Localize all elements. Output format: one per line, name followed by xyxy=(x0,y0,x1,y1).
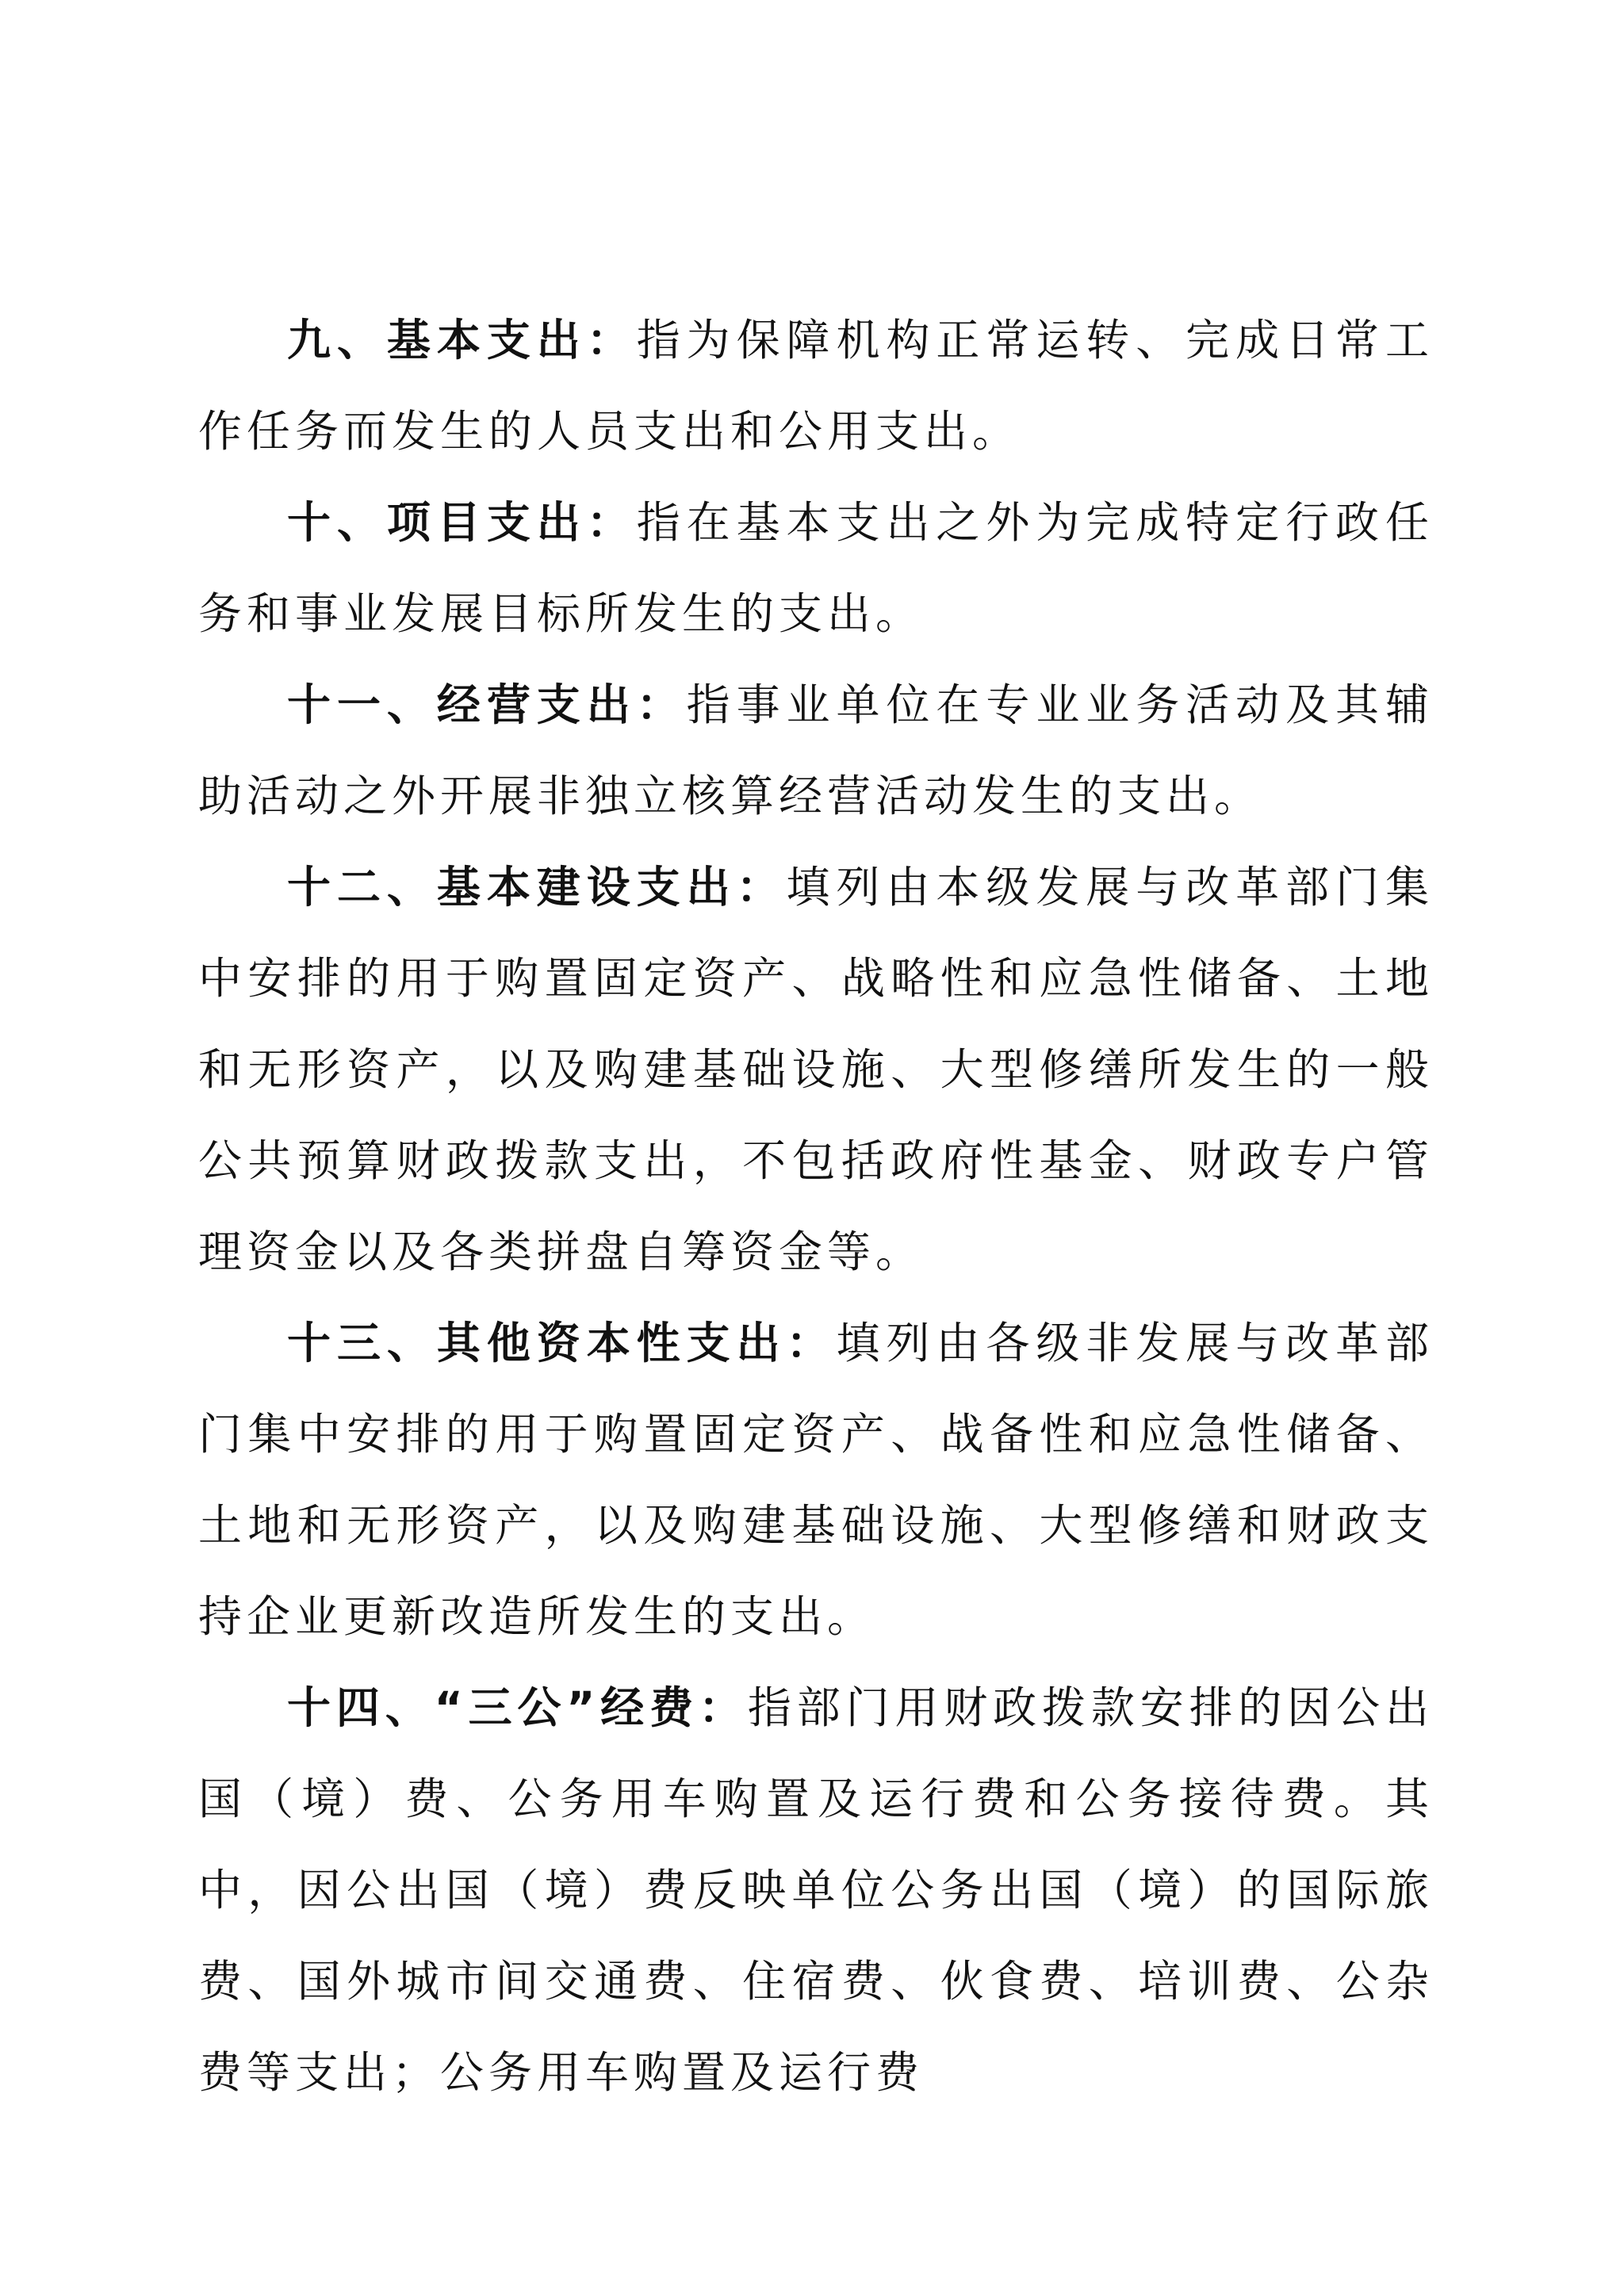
term-heading: 十三、其他资本性支出： xyxy=(287,1318,837,1368)
document-body xyxy=(198,295,1434,2118)
paragraph-basic-expenditure xyxy=(198,295,1434,477)
paragraph-project-expenditure xyxy=(198,477,1434,660)
term-definition: 填列由各级非发展与改革部门集中安排的用于购置固定资产、战备性和应急性储备、土地和无形资产，以及购建基础设施、大型修缮和财政支持企业更新改造所发生的支出。 xyxy=(198,1318,1434,1642)
term-heading: 十四、“三公”经费： xyxy=(287,1682,748,1733)
term-definition: 指在基本支出之外为完成特定行政任务和事业发展目标所发生的支出。 xyxy=(198,497,1434,639)
term-definition: 指部门用财政拨款安排的因公出国（境）费、公务用车购置及运行费和公务接待费。其中，因公出国（境）费反映单位公务出国（境）的国际旅费、国外城市间交通费、住宿费、伙食费、培训费、公杂费等支出；公务用车购置及运行费 xyxy=(198,1682,1434,2098)
paragraph-other-capital-expenditure xyxy=(198,1298,1434,1663)
term-definition: 指为保障机构正常运转、完成日常工作任务而发生的人员支出和公用支出。 xyxy=(198,315,1434,457)
term-heading: 十一、经营支出： xyxy=(287,679,687,730)
term-heading: 十二、基本建设支出： xyxy=(287,862,787,913)
paragraph-three-public-expenses xyxy=(198,1663,1434,2118)
term-definition: 指事业单位在专业业务活动及其辅助活动之外开展非独立核算经营活动发生的支出。 xyxy=(198,679,1434,821)
paragraph-capital-construction-expenditure xyxy=(198,842,1434,1298)
term-heading: 九、基本支出： xyxy=(287,315,637,365)
paragraph-operating-expenditure xyxy=(198,660,1434,842)
term-definition: 填列由本级发展与改革部门集中安排的用于购置固定资产、战略性和应急性储备、土地和无形资产，以及购建基础设施、大型修缮所发生的一般公共预算财政拨款支出，不包括政府性基金、财政专户管理资金以及各类拼盘自筹资金等。 xyxy=(198,862,1434,1277)
term-heading: 十、项目支出： xyxy=(287,497,637,548)
